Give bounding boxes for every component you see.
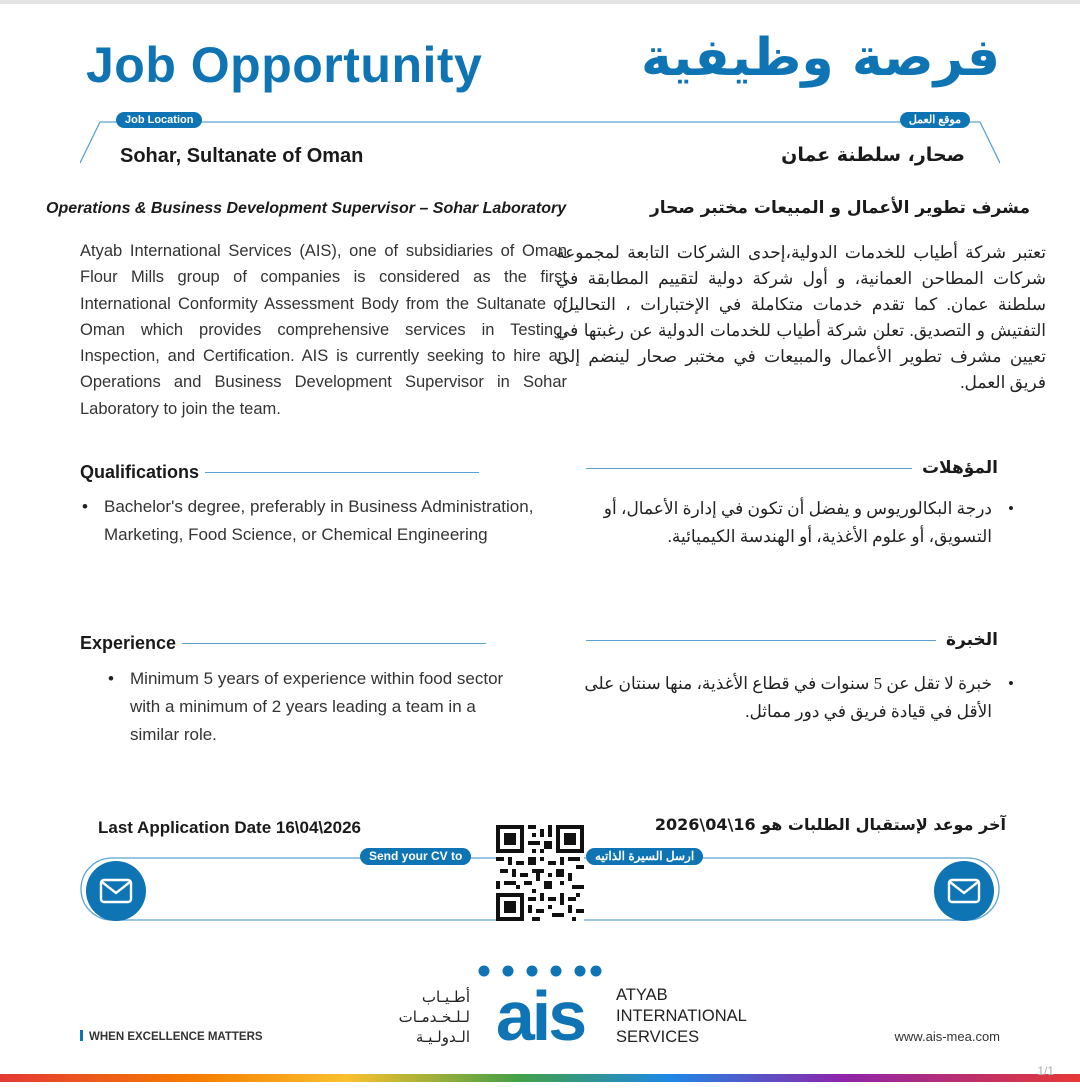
intro-paragraph-ar: تعتبر شركة أطياب للخدمات الدولية،إحدى الشركات التابعة لمجموعة شركات المطاحن العمانية، و أول شركة دولية لتقييم المطابقة في سلطنة عمان. كما تقدم خدمات متكاملة في الإختبارات ، التحاليل، التفتيش و التصديق. تعلن شركة أطياب للخدمات الدولية عن رغبتها في تعيين مشرف تطوير الأعمال والمبيعات في مختبر صحار لينضم إلى فريق العمل. [556, 243, 1046, 392]
list-item: • درجة البكالوريوس و يفضل أن تكون في إدارة الأعمال، أو التسويق، أو علوم الأغذية، أو الهندسة الكيميائية. [576, 495, 1016, 551]
logo-english-wordmark [616, 985, 747, 1048]
qr-code-icon [496, 825, 584, 921]
envelope-icon [99, 878, 133, 904]
list-item: • خبرة لا تقل عن 5 سنوات في قطاع الأغذية، منها سنتان على الأقل في قيادة فريق في دور مماثل. [576, 670, 1016, 726]
deadline-ar: آخر موعد لإستقبال الطلبات هو 16\04\2026 [654, 815, 1006, 834]
location-value-en: Sohar, Sultanate of Oman [120, 145, 364, 167]
heading-rule [586, 468, 912, 469]
qualifications-heading-en [80, 462, 479, 483]
experience-heading-ar [586, 630, 998, 650]
logo-mark-text: ais [495, 977, 585, 1046]
logo-en-line: SERVICES [616, 1028, 700, 1046]
logo-en-line: INTERNATIONAL [616, 1007, 747, 1025]
website-link[interactable]: www.ais-mea.com [894, 1029, 1000, 1044]
location-label-ar: موقع العمل [900, 112, 970, 128]
title-arabic: فرصة وظيفية [641, 28, 1000, 88]
qualifications-list-en [80, 493, 550, 549]
footer-color-bar [0, 1074, 1080, 1082]
job-title-ar: مشرف تطوير الأعمال و المبيعات مختبر صحار [649, 198, 1030, 218]
ais-logo-icon [474, 964, 606, 1046]
send-cv-label-en: Send your CV to [360, 848, 471, 865]
experience-heading-en [80, 633, 486, 654]
logo-ar-line: الـدولـيـة [415, 1028, 470, 1046]
deadline-en: Last Application Date 16\04\2026 [98, 818, 361, 837]
title-english: Job Opportunity [86, 37, 483, 93]
location-label-en: Job Location [116, 112, 202, 128]
heading-rule [205, 472, 479, 473]
job-title-en: Operations & Business Development Supervisor – Sohar Laboratory [46, 200, 567, 217]
experience-heading-text: Experience [80, 633, 177, 653]
heading-rule [182, 643, 486, 644]
qualifications-list-ar [576, 495, 1016, 551]
qualifications-heading-ar [586, 458, 998, 478]
experience-heading-text-ar: الخبرة [945, 630, 998, 650]
experience-list-en [106, 665, 526, 749]
experience-list-ar [576, 670, 1016, 726]
page-indicator: 1/1 [1037, 1064, 1054, 1078]
qr-code[interactable] [496, 825, 584, 921]
send-cv-label-ar: ارسل السيرة الذاتيه [586, 848, 703, 865]
logo-arabic-wordmark [399, 987, 470, 1047]
list-item: • Minimum 5 years of experience within food sector with a minimum of 2 years leading a team in a similar role. [106, 665, 526, 749]
email-button-right[interactable] [934, 861, 994, 921]
logo-ar-line: أطـيـاب [421, 988, 470, 1006]
ais-logo-mark [474, 964, 606, 1046]
envelope-icon [947, 878, 981, 904]
location-value-ar: صحار، سلطنة عمان [781, 144, 965, 166]
viewer-top-strip [0, 0, 1080, 4]
qualifications-heading-text-ar: المؤهلات [921, 458, 998, 478]
qualifications-heading-text: Qualifications [80, 462, 200, 482]
logo-en-line: ATYAB [616, 986, 668, 1004]
logo-ar-line: لـلـخـدمـات [398, 1008, 470, 1026]
tagline-bar [80, 1030, 83, 1041]
footer-tagline [80, 1030, 263, 1043]
heading-rule [586, 640, 936, 641]
email-button-left[interactable] [86, 861, 146, 921]
list-item: • Bachelor's degree, preferably in Business Administration, Marketing, Food Science, or Chemical Engineering [80, 493, 550, 549]
tagline-text: WHEN EXCELLENCE MATTERS [89, 1031, 263, 1043]
intro-paragraph-en: Atyab International Services (AIS), one of subsidiaries of Oman Flour Mills group of companies is considered as the first International Conformity Assessment Body from the Sultanate of Oman which provides comprehensive services in Testing, Inspection, and Certification. AIS is currently seeking to hire an Operations and Business Development Supervisor in Sohar Laboratory to join the team. [80, 242, 567, 418]
